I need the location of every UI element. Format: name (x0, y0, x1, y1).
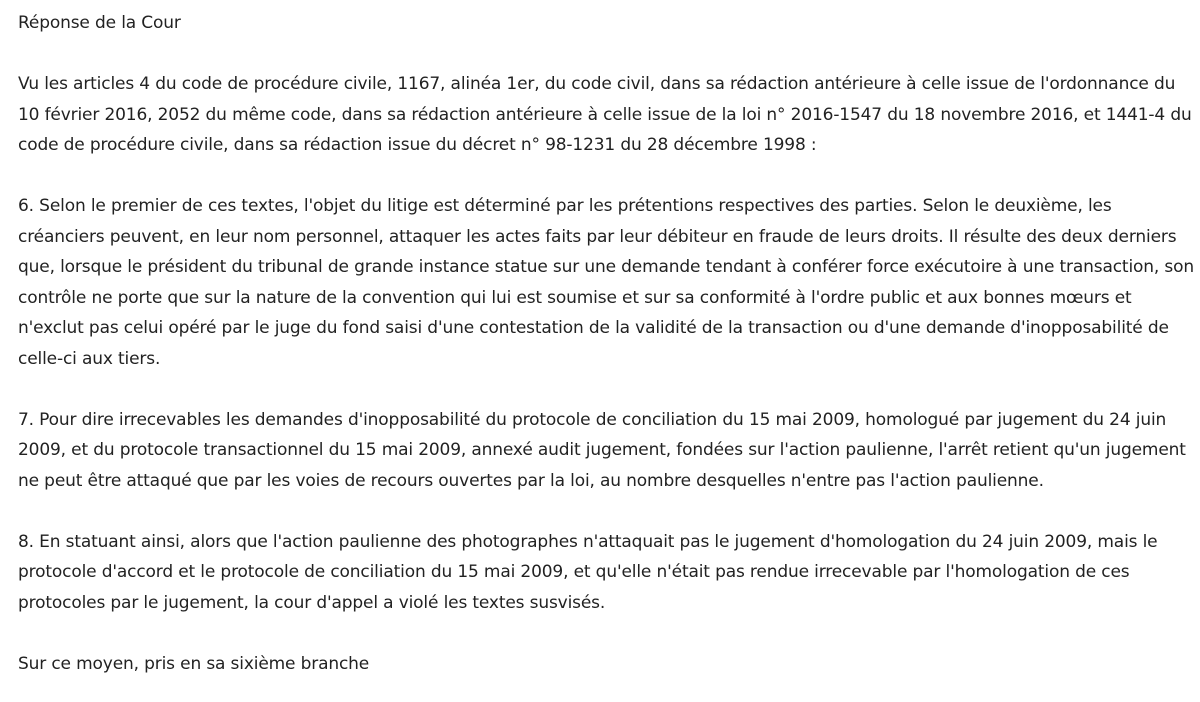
paragraph-8: 8. En statuant ainsi, alors que l'action paulienne des photographes n'attaquait pas le jugement d'homologation du 24 juin 2009, mais le protocole d'accord et le protocole de conciliation du 15 mai 2009, et qu'elle n'était pas rendue irrecevable par l'homologation de ces protocoles par le jugement, la cour d'appel a violé les textes susvisés. (18, 531, 1158, 613)
paragraph-legal-basis: Vu les articles 4 du code de procédure civile, 1167, alinéa 1er, du code civil, dans sa rédaction antérieure à celle issue de l'ordonnance du 10 février 2016, 2052 du même code, dans sa rédaction antérieure à celle issue de la loi n° 2016-1547 du 18 novembre 2016, et 1441-4 du code de procédure civile, dans sa rédaction issue du décret n° 98-1231 du 28 décembre 1998 : (18, 74, 1192, 155)
paragraph-next-ground: Sur ce moyen, pris en sa sixième branche (18, 653, 370, 674)
paragraph-7: 7. Pour dire irrecevables les demandes d'inopposabilité du protocole de conciliation du 15 mai 2009, homologué par jugement du 24 juin 2009, et du protocole transactionnel du 15 mai 2009, annexé audit jugement, fondées sur l'action paulienne, l'arrêt retient qu'un jugement ne peut être attaqué que par les voies de recours ouvertes par la loi, au nombre desquelles n'entre pas l'action paulienne. (18, 409, 1186, 491)
paragraph-6: 6. Selon le premier de ces textes, l'objet du litige est déterminé par les prétentions respectives des parties. Selon le deuxième, les créanciers peuvent, en leur nom personnel, attaquer les actes faits par leur débiteur en fraude de leurs droits. Il résulte des deux derniers que, lorsque le président du tribunal de grande instance statue sur une demande tendant à conférer force exécutoire à une transaction, son contrôle ne porte que sur la nature de la convention qui lui est soumise et sur sa conformité à l'ordre public et aux bonnes mœurs et n'exclut pas celui opéré par le juge du fond saisi d'une contestation de la validité de la transaction ou d'une demande d'inopposabilité de celle-ci aux tiers. (18, 196, 1194, 369)
section-heading: Réponse de la Cour (18, 13, 181, 33)
document-body (18, 8, 1196, 679)
